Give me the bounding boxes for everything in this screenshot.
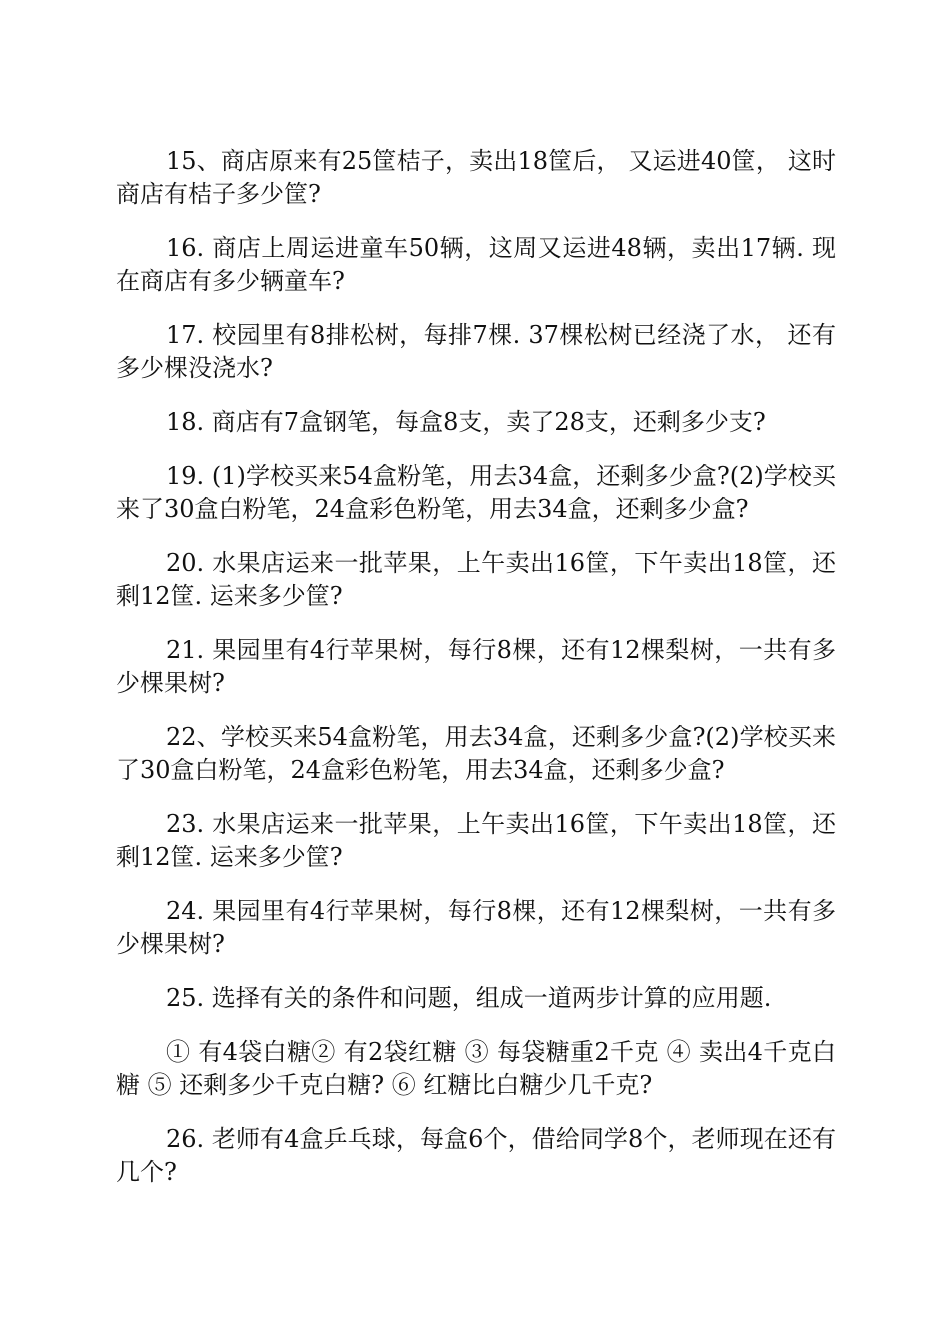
problem-22: 22、学校买来54盒粉笔，用去34盒，还剩多少盒?(2)学校买来了30盒白粉笔，24盒彩色粉笔，用去34盒，还剩多少盒? — [116, 723, 836, 784]
problem-25: 25. 选择有关的条件和问题，组成一道两步计算的应用题. — [166, 984, 772, 1012]
problem-26: 26. 老师有4盒乒乓球，每盒6个，借给同学8个，老师现在还有几个? — [116, 1125, 836, 1186]
problem-24: 24. 果园里有4行苹果树，每行8棵，还有12棵梨树，一共有多少棵果树? — [116, 897, 836, 958]
problem-17: 17. 校园里有8排松树，每排7棵. 37棵松树已经浇了水， 还有多少棵没浇水? — [116, 321, 836, 382]
problem-16: 16. 商店上周运进童车50辆，这周又运进48辆，卖出17辆. 现在商店有多少辆童车? — [116, 234, 836, 295]
problem-19: 19. (1)学校买来54盒粉笔，用去34盒，还剩多少盒?(2)学校买来了30盒白粉笔，24盒彩色粉笔，用去34盒，还剩多少盒? — [116, 462, 836, 523]
problem-18: 18. 商店有7盒钢笔，每盒8支，卖了28支，还剩多少支? — [166, 408, 766, 436]
problem-list — [116, 145, 836, 1210]
problem-25-options: ① 有4袋白糖② 有2袋红糖 ③ 每袋糖重2千克 ④ 卖出4千克白糖 ⑤ 还剩多少千克白糖? ⑥ 红糖比白糖少几千克? — [116, 1038, 836, 1099]
problem-20: 20. 水果店运来一批苹果，上午卖出16筐，下午卖出18筐，还剩12筐. 运来多少筐? — [116, 549, 836, 610]
problem-23: 23. 水果店运来一批苹果，上午卖出16筐，下午卖出18筐，还剩12筐. 运来多少筐? — [116, 810, 836, 871]
problem-15: 15、商店原来有25筐桔子，卖出18筐后， 又运进40筐， 这时商店有桔子多少筐? — [116, 147, 836, 208]
problem-21: 21. 果园里有4行苹果树，每行8棵，还有12棵梨树，一共有多少棵果树? — [116, 636, 836, 697]
